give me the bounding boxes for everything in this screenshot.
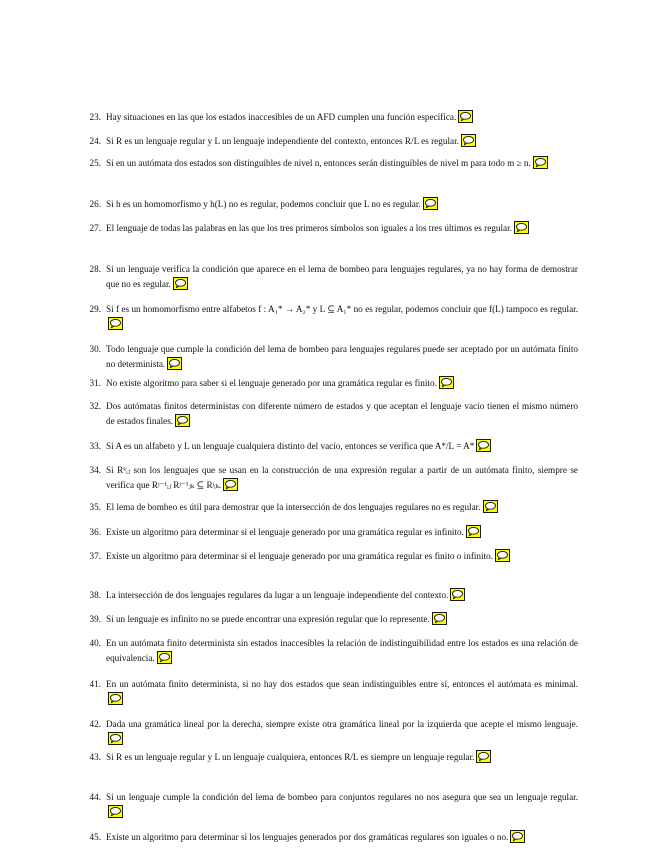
question-text-content: En un autómata finito determinista, si no hay dos estados que sean indistinguibles entre sí, entonces el autómata es minimal. [106,679,578,689]
question-item [80,500,578,515]
comment-bubble-icon[interactable] [157,651,172,664]
question-number: 23. [89,112,101,122]
question-number: 45. [89,832,101,842]
comment-bubble-icon[interactable] [514,221,529,234]
question-number: 27. [89,223,101,233]
question-text-content: Si en un autómata dos estados son distinguibles de nivel n, entonces serán distinguibles de nivel m para todo m ≥ n. [106,158,531,168]
question-text-content: Existe un algoritmo para determinar si los lenguajes generados por dos gramáticas regulares son iguales o no. [106,832,509,842]
question-text [106,549,578,564]
comment-bubble-icon[interactable] [510,830,525,843]
question-text-content: Existe un algoritmo para determinar si el lenguaje generado por una gramática regular es finito o infinito. [106,551,494,561]
comment-bubble-icon[interactable] [495,549,510,562]
question-text-content: No existe algoritmo para saber si el lenguaje generado por una gramática regular es finito. [106,378,437,388]
question-item [80,156,578,171]
question-text [106,500,578,515]
comment-bubble-icon[interactable] [476,439,491,452]
question-number: 38. [89,590,101,600]
question-text [106,636,578,666]
question-item [80,376,578,391]
question-number: 40. [89,638,101,648]
comment-bubble-icon[interactable] [461,134,476,147]
question-text [106,342,578,372]
question-text [106,156,578,171]
question-item [80,399,578,429]
question-text [106,717,578,747]
question-text-content: Si h es un homomorfismo y h(L) no es regular, podemos concluir que L no es regular. [106,199,421,209]
question-text [106,750,578,765]
question-text [106,612,578,627]
question-text [106,134,578,149]
question-item [80,110,578,125]
question-text [106,790,578,820]
question-text-content: En un autómata finito determinista sin estados inaccesibles la relación de indistinguibilidad entre los estados es una relación de equivalencia. [106,638,578,663]
question-number: 28. [89,264,101,274]
question-number: 41. [89,679,101,689]
comment-bubble-icon[interactable] [533,156,548,169]
question-number: 34. [89,465,101,475]
comment-bubble-icon[interactable] [439,376,454,389]
question-text [106,588,578,603]
comment-bubble-icon[interactable] [423,197,438,210]
question-item [80,302,578,332]
comment-bubble-icon[interactable] [173,277,188,290]
question-number: 26. [89,199,101,209]
comment-bubble-icon[interactable] [458,110,473,123]
question-number: 37. [89,551,101,561]
question-text [106,677,578,707]
question-text-content: Dada una gramática lineal por la derecha, siempre existe otra gramática lineal por la izquierda que acepte el mismo lenguaje. [106,719,578,729]
question-text [106,197,578,212]
comment-bubble-icon[interactable] [483,500,498,513]
question-number: 36. [89,527,101,537]
question-text-content: El lema de bombeo es útil para demostrar que la intersección de dos lenguajes regulares no es regular. [106,502,481,512]
comment-bubble-icon[interactable] [466,525,481,538]
question-text [106,525,578,540]
question-text [106,376,578,391]
question-text [106,302,578,332]
question-item [80,636,578,666]
question-number: 24. [89,136,101,146]
comment-bubble-icon[interactable] [476,750,491,763]
comment-bubble-icon[interactable] [432,612,447,625]
question-number: 44. [89,792,101,802]
question-item [80,262,578,292]
comment-bubble-icon[interactable] [108,805,123,818]
question-text-content: Si A es un alfabeto y L un lenguaje cualquiera distinto del vacío, entonces se verifica que A*/L = A* [106,441,475,451]
question-item [80,612,578,627]
question-number: 30. [89,344,101,354]
question-number: 39. [89,614,101,624]
question-text-content: Si R es un lenguaje regular y L un lenguaje cualquiera, entonces R/L es siempre un lenguaje regular. [106,752,475,762]
comment-bubble-icon[interactable] [223,478,238,491]
question-number: 31. [89,378,101,388]
question-item [80,439,578,454]
question-item [80,134,578,149]
question-item [80,549,578,564]
question-text-content: Si un lenguaje cumple la condición del lema de bombeo para conjuntos regulares no nos asegura que sea un lenguaje regular. [106,792,578,802]
question-text-content: Si Rᵏᵢⱼ son los lenguajes que se usan en la construcción de una expresión regular a partir de un autómata finito, siempre se verifica que Rʲ⁻¹ᵢⱼ Rʲ⁻¹ⱼₖ ⊆ Rʲᵢₖ. [106,465,578,490]
question-text-content: Dos autómatas finitos deterministas con diferente número de estados y que aceptan el lenguaje vacío tienen el mismo número de estados finales. [106,401,578,426]
question-number: 25. [89,158,101,168]
comment-bubble-icon[interactable] [175,414,190,427]
question-item [80,463,578,493]
question-item [80,750,578,765]
comment-bubble-icon[interactable] [108,692,123,705]
question-item [80,342,578,372]
question-item [80,197,578,212]
question-text [106,221,578,236]
question-text [106,463,578,493]
comment-bubble-icon[interactable] [108,317,123,330]
question-text-content: Existe un algoritmo para determinar si el lenguaje generado por una gramática regular es infinito. [106,527,464,537]
question-text-content: Todo lenguaje que cumple la condición del lema de bombeo para lenguajes regulares puede ser aceptado por un autómata finito no determinista. [106,344,578,369]
question-text [106,110,578,125]
question-number: 35. [89,502,101,512]
question-item [80,790,578,820]
question-item [80,677,578,707]
question-number: 33. [89,441,101,451]
comment-bubble-icon[interactable] [167,357,182,370]
question-item [80,588,578,603]
question-text-content: La intersección de dos lenguajes regulares da lugar a un lenguaje independiente del contexto. [106,590,449,600]
question-text [106,830,578,845]
question-text [106,439,578,454]
question-text [106,262,578,292]
question-text-content: Si R es un lenguaje regular y L un lenguaje independiente del contexto, entonces R/L es regular. [106,136,459,146]
question-number: 32. [89,401,101,411]
question-text [106,399,578,429]
question-item [80,717,578,747]
question-number: 29. [89,304,101,314]
comment-bubble-icon[interactable] [108,732,123,745]
question-item [80,830,578,845]
question-item [80,221,578,236]
question-text-content: Si un lenguaje verifica la condición que aparece en el lema de bombeo para lenguajes regulares, ya no hay forma de demostrar que no es regular. [106,264,578,289]
question-text-content: Hay situaciones en las que los estados inaccesibles de un AFD cumplen una función específica. [106,112,457,122]
question-item [80,525,578,540]
question-number: 42. [89,719,101,729]
question-text-content: Si un lenguaje es infinito no se puede encontrar una expresión regular que lo represente. [106,614,430,624]
question-text-content: Si f es un homomorfismo entre alfabetos f : A₁* → A₂* y L ⊆ A₁* no es regular, podemos concluir que f(L) tampoco es regular. [106,304,578,314]
comment-bubble-icon[interactable] [450,588,465,601]
question-text-content: El lenguaje de todas las palabras en las que los tres primeros símbolos son iguales a los tres últimos es regular. [106,223,512,233]
question-number: 43. [89,752,101,762]
